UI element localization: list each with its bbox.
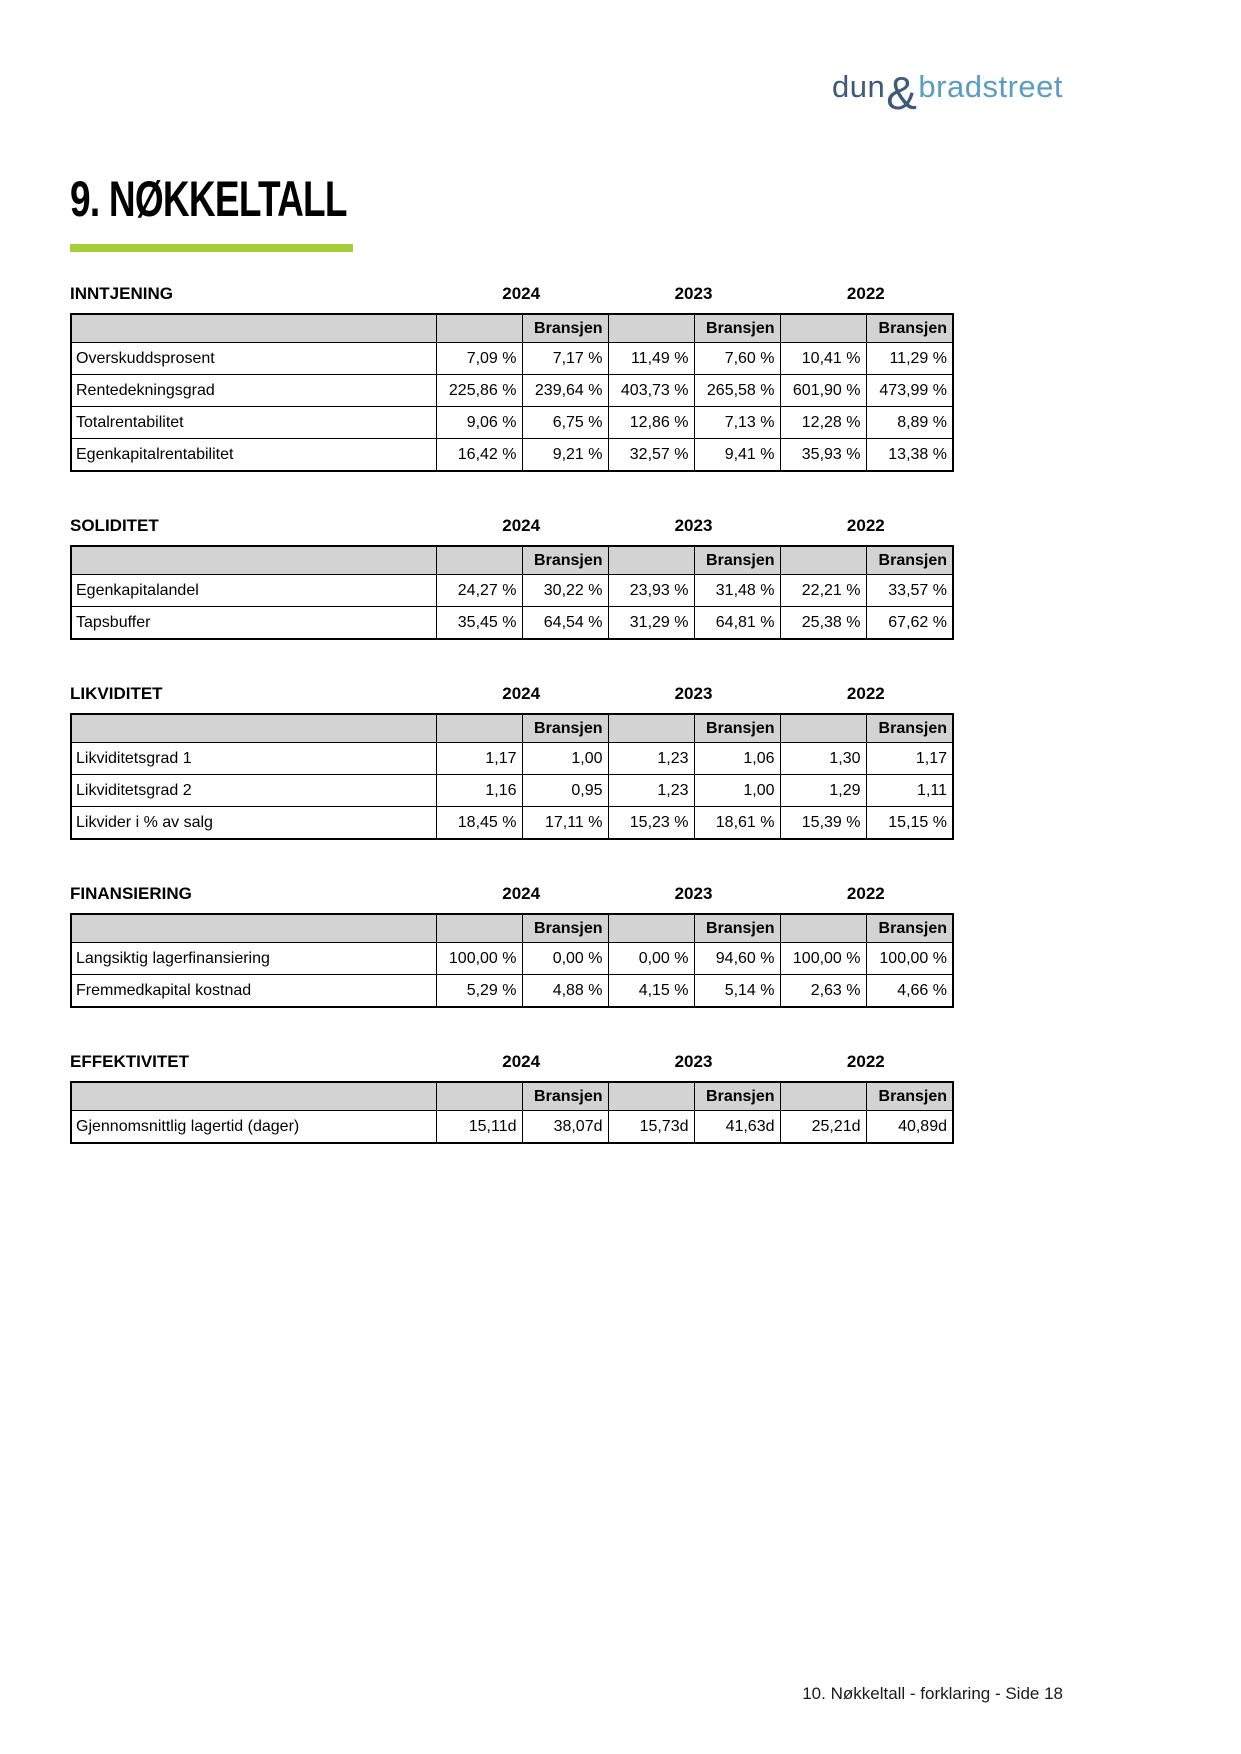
value-cell: 1,16	[436, 775, 522, 807]
row-label: Tapsbuffer	[71, 607, 436, 640]
value-cell: 9,41 %	[694, 439, 780, 472]
section-effektivitet	[70, 1052, 952, 1144]
value-cell: 33,57 %	[866, 575, 953, 607]
table-header-row	[71, 1082, 953, 1111]
year-header: 2023	[674, 884, 713, 903]
logo-ampersand-icon: &	[886, 67, 918, 119]
header-empty-cell	[436, 914, 522, 943]
table-row	[71, 807, 953, 840]
year-header: 2023	[674, 684, 713, 703]
header-empty-cell	[71, 546, 436, 575]
header-empty-cell	[436, 546, 522, 575]
value-cell: 1,23	[608, 775, 694, 807]
value-cell: 35,45 %	[436, 607, 522, 640]
value-cell: 1,17	[436, 743, 522, 775]
value-cell: 4,88 %	[522, 975, 608, 1008]
header-empty-cell	[780, 546, 866, 575]
page-title: 9. NØKKELTALL	[70, 171, 347, 227]
year-header: 2022	[846, 516, 885, 535]
value-cell: 473,99 %	[866, 375, 953, 407]
value-cell: 64,81 %	[694, 607, 780, 640]
table-row	[71, 343, 953, 375]
dun-bradstreet-logo	[832, 67, 1063, 119]
logo-word-bradstreet: bradstreet	[918, 69, 1063, 104]
row-label: Rentedekningsgrad	[71, 375, 436, 407]
header-empty-cell	[780, 1082, 866, 1111]
value-cell: 1,29	[780, 775, 866, 807]
year-header: 2024	[502, 516, 541, 535]
section-title: EFFEKTIVITET	[70, 1052, 189, 1071]
value-cell: 0,95	[522, 775, 608, 807]
section-title: SOLIDITET	[70, 516, 159, 535]
row-label: Egenkapitalandel	[71, 575, 436, 607]
value-cell: 25,38 %	[780, 607, 866, 640]
value-cell: 67,62 %	[866, 607, 953, 640]
value-cell: 38,07d	[522, 1111, 608, 1144]
value-cell: 15,39 %	[780, 807, 866, 840]
bransjen-header: Bransjen	[866, 914, 953, 943]
value-cell: 31,29 %	[608, 607, 694, 640]
value-cell: 41,63d	[694, 1111, 780, 1144]
value-cell: 4,66 %	[866, 975, 953, 1008]
bransjen-header: Bransjen	[694, 1082, 780, 1111]
row-label: Gjennomsnittlig lagertid (dager)	[71, 1111, 436, 1144]
logo-word-dun: dun	[832, 69, 886, 104]
year-header: 2024	[502, 684, 541, 703]
header-empty-cell	[780, 914, 866, 943]
section-header-row	[70, 1052, 952, 1072]
row-label: Fremmedkapital kostnad	[71, 975, 436, 1008]
bransjen-header: Bransjen	[522, 1082, 608, 1111]
bransjen-header: Bransjen	[522, 714, 608, 743]
bransjen-header: Bransjen	[866, 1082, 953, 1111]
section-title: INNTJENING	[70, 284, 173, 303]
header-empty-cell	[436, 1082, 522, 1111]
table-header-row	[71, 914, 953, 943]
header-empty-cell	[780, 314, 866, 343]
value-cell: 7,60 %	[694, 343, 780, 375]
row-label: Likviditetsgrad 2	[71, 775, 436, 807]
value-cell: 1,00	[694, 775, 780, 807]
value-cell: 35,93 %	[780, 439, 866, 472]
value-cell: 15,11d	[436, 1111, 522, 1144]
value-cell: 239,64 %	[522, 375, 608, 407]
row-label: Overskuddsprosent	[71, 343, 436, 375]
bransjen-header: Bransjen	[866, 314, 953, 343]
year-header: 2024	[502, 284, 541, 303]
section-inntjening	[70, 284, 952, 472]
value-cell: 32,57 %	[608, 439, 694, 472]
value-cell: 40,89d	[866, 1111, 953, 1144]
year-header: 2024	[502, 1052, 541, 1071]
value-cell: 1,00	[522, 743, 608, 775]
value-cell: 31,48 %	[694, 575, 780, 607]
value-cell: 18,61 %	[694, 807, 780, 840]
header-empty-cell	[780, 714, 866, 743]
value-cell: 1,30	[780, 743, 866, 775]
value-cell: 15,23 %	[608, 807, 694, 840]
row-label: Likvider i % av salg	[71, 807, 436, 840]
page-footer: 10. Nøkkeltall - forklaring - Side 18	[802, 1684, 1063, 1703]
bransjen-header: Bransjen	[694, 714, 780, 743]
year-header: 2022	[846, 284, 885, 303]
value-cell: 24,27 %	[436, 575, 522, 607]
section-finansiering	[70, 884, 952, 1008]
value-cell: 30,22 %	[522, 575, 608, 607]
year-header: 2023	[674, 516, 713, 535]
section-likviditet	[70, 684, 952, 840]
header-empty-cell	[608, 314, 694, 343]
data-table	[70, 545, 954, 640]
header-empty-cell	[71, 1082, 436, 1111]
table-row	[71, 975, 953, 1008]
page-body	[70, 170, 952, 1144]
header-empty-cell	[436, 314, 522, 343]
table-header-row	[71, 714, 953, 743]
value-cell: 7,17 %	[522, 343, 608, 375]
bransjen-header: Bransjen	[522, 314, 608, 343]
value-cell: 1,11	[866, 775, 953, 807]
bransjen-header: Bransjen	[522, 914, 608, 943]
value-cell: 265,58 %	[694, 375, 780, 407]
value-cell: 9,06 %	[436, 407, 522, 439]
header-empty-cell	[608, 546, 694, 575]
value-cell: 1,06	[694, 743, 780, 775]
section-header-row	[70, 516, 952, 536]
header-empty-cell	[436, 714, 522, 743]
header-empty-cell	[608, 914, 694, 943]
value-cell: 17,11 %	[522, 807, 608, 840]
row-label: Egenkapitalrentabilitet	[71, 439, 436, 472]
year-header: 2022	[846, 1052, 885, 1071]
value-cell: 100,00 %	[780, 943, 866, 975]
table-header-row	[71, 546, 953, 575]
value-cell: 8,89 %	[866, 407, 953, 439]
table-row	[71, 775, 953, 807]
section-header-row	[70, 684, 952, 704]
value-cell: 16,42 %	[436, 439, 522, 472]
table-row	[71, 1111, 953, 1144]
data-table	[70, 713, 954, 840]
value-cell: 25,21d	[780, 1111, 866, 1144]
table-row	[71, 575, 953, 607]
table-row	[71, 439, 953, 472]
value-cell: 15,73d	[608, 1111, 694, 1144]
row-label: Likviditetsgrad 1	[71, 743, 436, 775]
value-cell: 6,75 %	[522, 407, 608, 439]
bransjen-header: Bransjen	[694, 914, 780, 943]
value-cell: 225,86 %	[436, 375, 522, 407]
year-header: 2023	[674, 284, 713, 303]
header-empty-cell	[71, 314, 436, 343]
value-cell: 15,15 %	[866, 807, 953, 840]
data-table	[70, 913, 954, 1008]
row-label: Langsiktig lagerfinansiering	[71, 943, 436, 975]
table-row	[71, 407, 953, 439]
value-cell: 64,54 %	[522, 607, 608, 640]
value-cell: 2,63 %	[780, 975, 866, 1008]
value-cell: 5,14 %	[694, 975, 780, 1008]
section-header-row	[70, 884, 952, 904]
title-accent-bar	[70, 244, 353, 252]
data-table	[70, 1081, 954, 1144]
header-empty-cell	[608, 1082, 694, 1111]
header-empty-cell	[608, 714, 694, 743]
value-cell: 22,21 %	[780, 575, 866, 607]
value-cell: 23,93 %	[608, 575, 694, 607]
value-cell: 18,45 %	[436, 807, 522, 840]
section-soliditet	[70, 516, 952, 640]
bransjen-header: Bransjen	[694, 546, 780, 575]
header-empty-cell	[71, 714, 436, 743]
table-row	[71, 607, 953, 640]
value-cell: 601,90 %	[780, 375, 866, 407]
section-header-row	[70, 284, 952, 304]
row-label: Totalrentabilitet	[71, 407, 436, 439]
value-cell: 100,00 %	[866, 943, 953, 975]
value-cell: 4,15 %	[608, 975, 694, 1008]
table-header-row	[71, 314, 953, 343]
value-cell: 94,60 %	[694, 943, 780, 975]
value-cell: 11,29 %	[866, 343, 953, 375]
bransjen-header: Bransjen	[866, 546, 953, 575]
value-cell: 403,73 %	[608, 375, 694, 407]
section-title: LIKVIDITET	[70, 684, 163, 703]
table-row	[71, 375, 953, 407]
table-row	[71, 943, 953, 975]
value-cell: 12,86 %	[608, 407, 694, 439]
value-cell: 100,00 %	[436, 943, 522, 975]
bransjen-header: Bransjen	[522, 546, 608, 575]
bransjen-header: Bransjen	[866, 714, 953, 743]
value-cell: 11,49 %	[608, 343, 694, 375]
value-cell: 1,17	[866, 743, 953, 775]
year-header: 2024	[502, 884, 541, 903]
value-cell: 7,09 %	[436, 343, 522, 375]
year-header: 2022	[846, 684, 885, 703]
bransjen-header: Bransjen	[694, 314, 780, 343]
year-header: 2023	[674, 1052, 713, 1071]
value-cell: 12,28 %	[780, 407, 866, 439]
sections	[70, 284, 952, 1144]
value-cell: 13,38 %	[866, 439, 953, 472]
value-cell: 1,23	[608, 743, 694, 775]
header-empty-cell	[71, 914, 436, 943]
value-cell: 0,00 %	[608, 943, 694, 975]
section-title: FINANSIERING	[70, 884, 192, 903]
value-cell: 9,21 %	[522, 439, 608, 472]
value-cell: 5,29 %	[436, 975, 522, 1008]
data-table	[70, 313, 954, 472]
value-cell: 7,13 %	[694, 407, 780, 439]
value-cell: 0,00 %	[522, 943, 608, 975]
table-row	[71, 743, 953, 775]
year-header: 2022	[846, 884, 885, 903]
value-cell: 10,41 %	[780, 343, 866, 375]
